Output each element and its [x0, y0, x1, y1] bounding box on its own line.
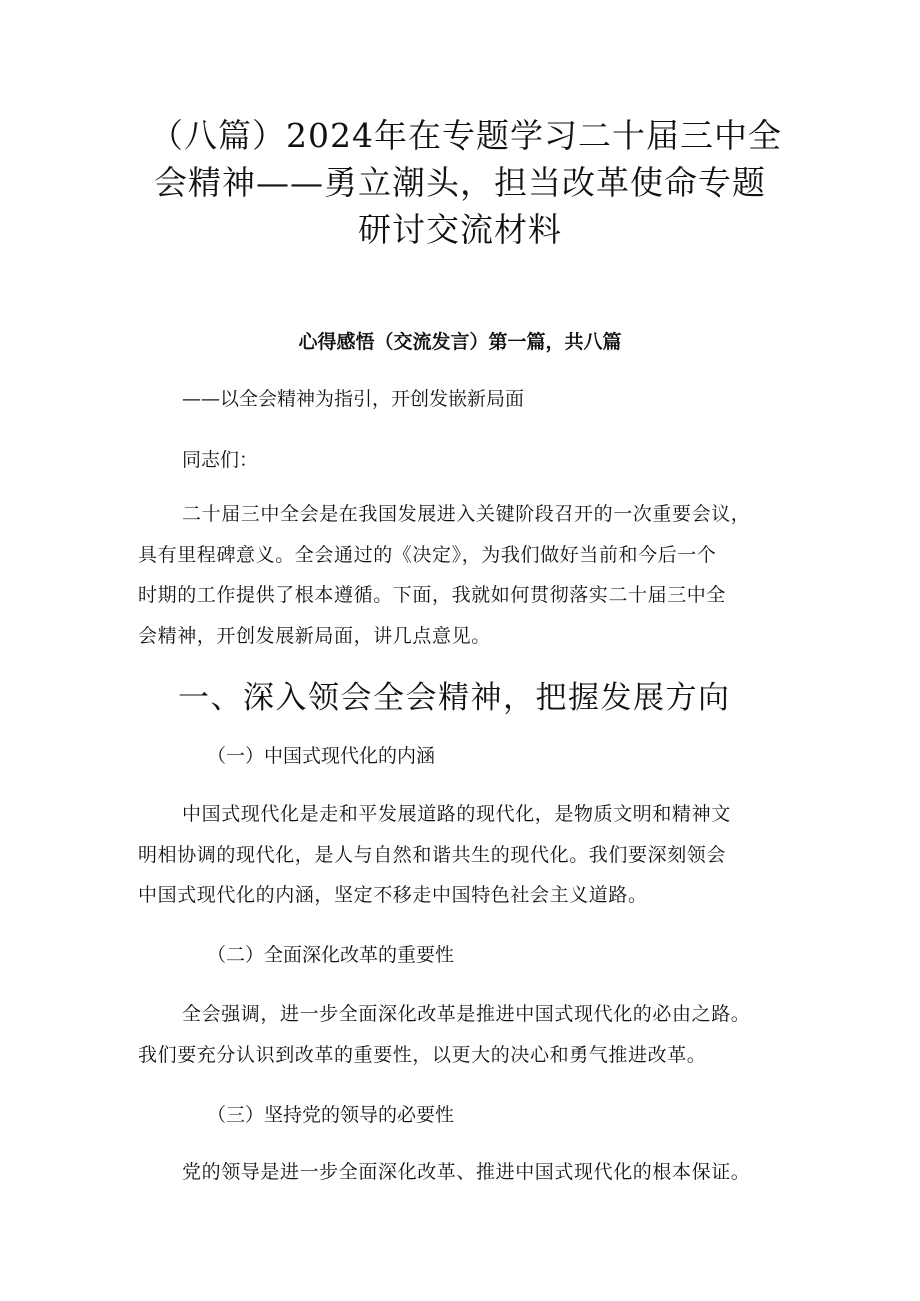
paragraph-3 — [138, 1152, 818, 1193]
paragraph-1 — [138, 794, 818, 916]
paragraph-line: 二十届三中全会是在我国发展进入关键阶段召开的一次重要会议， — [182, 503, 751, 525]
paragraph-line: 中国式现代化是走和平发展道路的现代化，是物质文明和精神文 — [182, 803, 731, 825]
subheading-1: （一）中国式现代化的内涵 — [207, 745, 436, 767]
paragraph-line: 中国式现代化的内涵，坚定不移走中国特色社会主义道路。 — [138, 884, 648, 906]
paragraph-line: 全会强调，进一步全面深化改革是推进中国式现代化的必由之路。 — [182, 1003, 751, 1025]
title-line: 会精神——勇立潮头，担当改革使命专题 — [154, 163, 766, 202]
paragraph-line: 我们要充分认识到改革的重要性，以更大的决心和勇气推进改革。 — [138, 1043, 707, 1066]
paragraph-line: 时期的工作提供了根本遵循。下面，我就如何贯彻落实二十届三中全 — [138, 584, 727, 606]
paragraph-line: 党的领导是进一步全面深化改革、推进中国式现代化的根本保证。 — [182, 1161, 751, 1183]
title-line: 研讨交流材料 — [358, 210, 562, 249]
document-title — [150, 112, 782, 253]
title-line: （八篇）2024年在专题学习二十届三中全 — [150, 116, 782, 155]
paragraph-line: 明相协调的现代化，是人与自然和谐共生的现代化。我们要深刻领会 — [138, 843, 727, 866]
paragraph-2 — [138, 994, 818, 1075]
subheading-3: （三）坚持党的领导的必要性 — [207, 1104, 455, 1126]
heading-level-1: 一、深入领会全会精神，把握发展方向 — [178, 680, 731, 716]
section-heading: 心得感悟（交流发言）第一篇，共八篇 — [298, 331, 622, 353]
subheading-2: （二）全面深化改革的重要性 — [207, 944, 455, 966]
paragraph-line: 具有里程碑意义。全会通过的《决定》，为我们做好当前和今后一个 — [138, 543, 717, 566]
paragraph-line: 会精神，开创发展新局面，讲几点意见。 — [138, 624, 491, 647]
greeting: 同志们： — [182, 449, 259, 471]
speech-subtitle: ——以全会精神为指引，开创发嵌新局面 — [182, 388, 525, 410]
intro-paragraph — [138, 494, 818, 656]
